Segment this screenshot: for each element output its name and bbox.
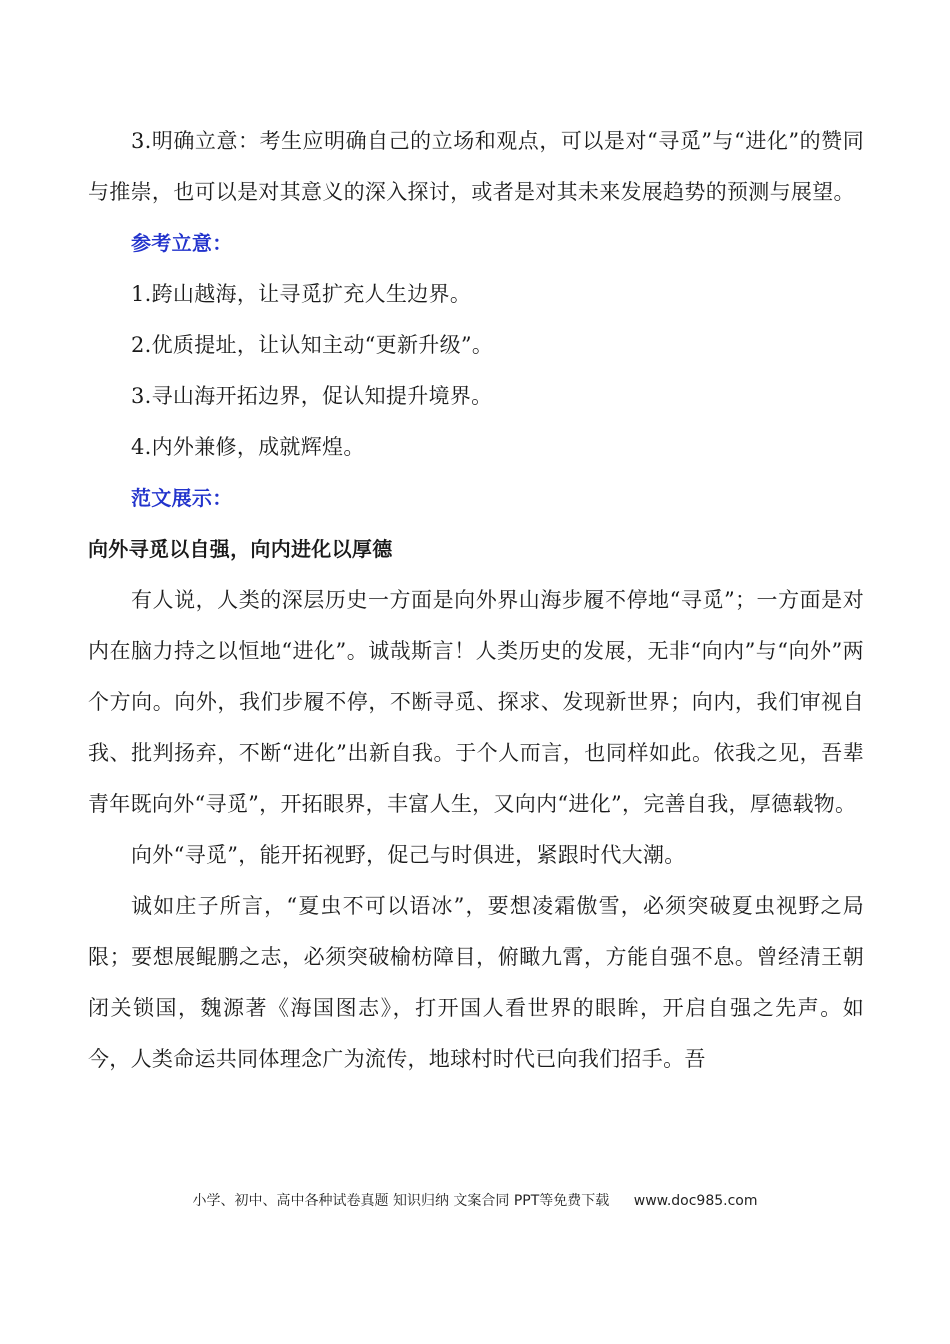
footer-url[interactable]: www.doc985.com bbox=[633, 1193, 758, 1209]
intro-paragraph: 3.明确立意：考生应明确自己的立场和观点，可以是对“寻觅”与“进化”的赞同与推崇，也可以是对其意义的深入探讨，或者是对其未来发展趋势的预测与展望。 bbox=[88, 129, 864, 204]
sample-heading: 范文展示： bbox=[131, 486, 233, 510]
reference-item-3: 3.寻山海开拓边界，促认知提升境界。 bbox=[131, 384, 493, 408]
essay-paragraph-2: 向外“寻觅”，能开拓视野，促己与时俱进，紧跟时代大潮。 bbox=[131, 843, 686, 867]
reference-heading: 参考立意： bbox=[131, 231, 233, 255]
reference-item-2: 2.优质提址，让认知主动“更新升级”。 bbox=[131, 333, 494, 357]
essay-title: 向外寻觅以自强，向内进化以厚德 bbox=[88, 537, 393, 561]
document-body bbox=[88, 116, 864, 1085]
reference-item-1: 1.跨山越海，让寻觅扩充人生边界。 bbox=[131, 282, 472, 306]
essay-paragraph-1: 有人说，人类的深层历史一方面是向外界山海步履不停地“寻觅”；一方面是对内在脑力持之以恒地“进化”。诚哉斯言！人类历史的发展，无非“向内”与“向外”两个方向。向外，我们步履不停，不断寻觅、探求、发现新世界；向内，我们审视自我、批判扬弃，不断“进化”出新自我。于个人而言，也同样如此。依我之见，吾辈青年既向外“寻觅”，开拓眼界，丰富人生，又向内“进化”，完善自我，厚德载物。 bbox=[88, 588, 864, 816]
reference-item-4: 4.内外兼修，成就辉煌。 bbox=[131, 435, 365, 459]
footer-text: 小学、初中、高中各种试卷真题 知识归纳 文案合同 PPT等免费下载 bbox=[192, 1193, 610, 1209]
essay-paragraph-3: 诚如庄子所言，“夏虫不可以语冰”，要想凌霜傲雪，必须突破夏虫视野之局限；要想展鲲鹏之志，必须突破榆枋障目，俯瞰九霄，方能自强不息。曾经清王朝闭关锁国，魏源著《海国图志》，打开国人看世界的眼眸，开启自强之先声。如今，人类命运共同体理念广为流传，地球村时代已向我们招手。吾 bbox=[88, 894, 864, 1071]
page-footer bbox=[0, 1190, 950, 1210]
